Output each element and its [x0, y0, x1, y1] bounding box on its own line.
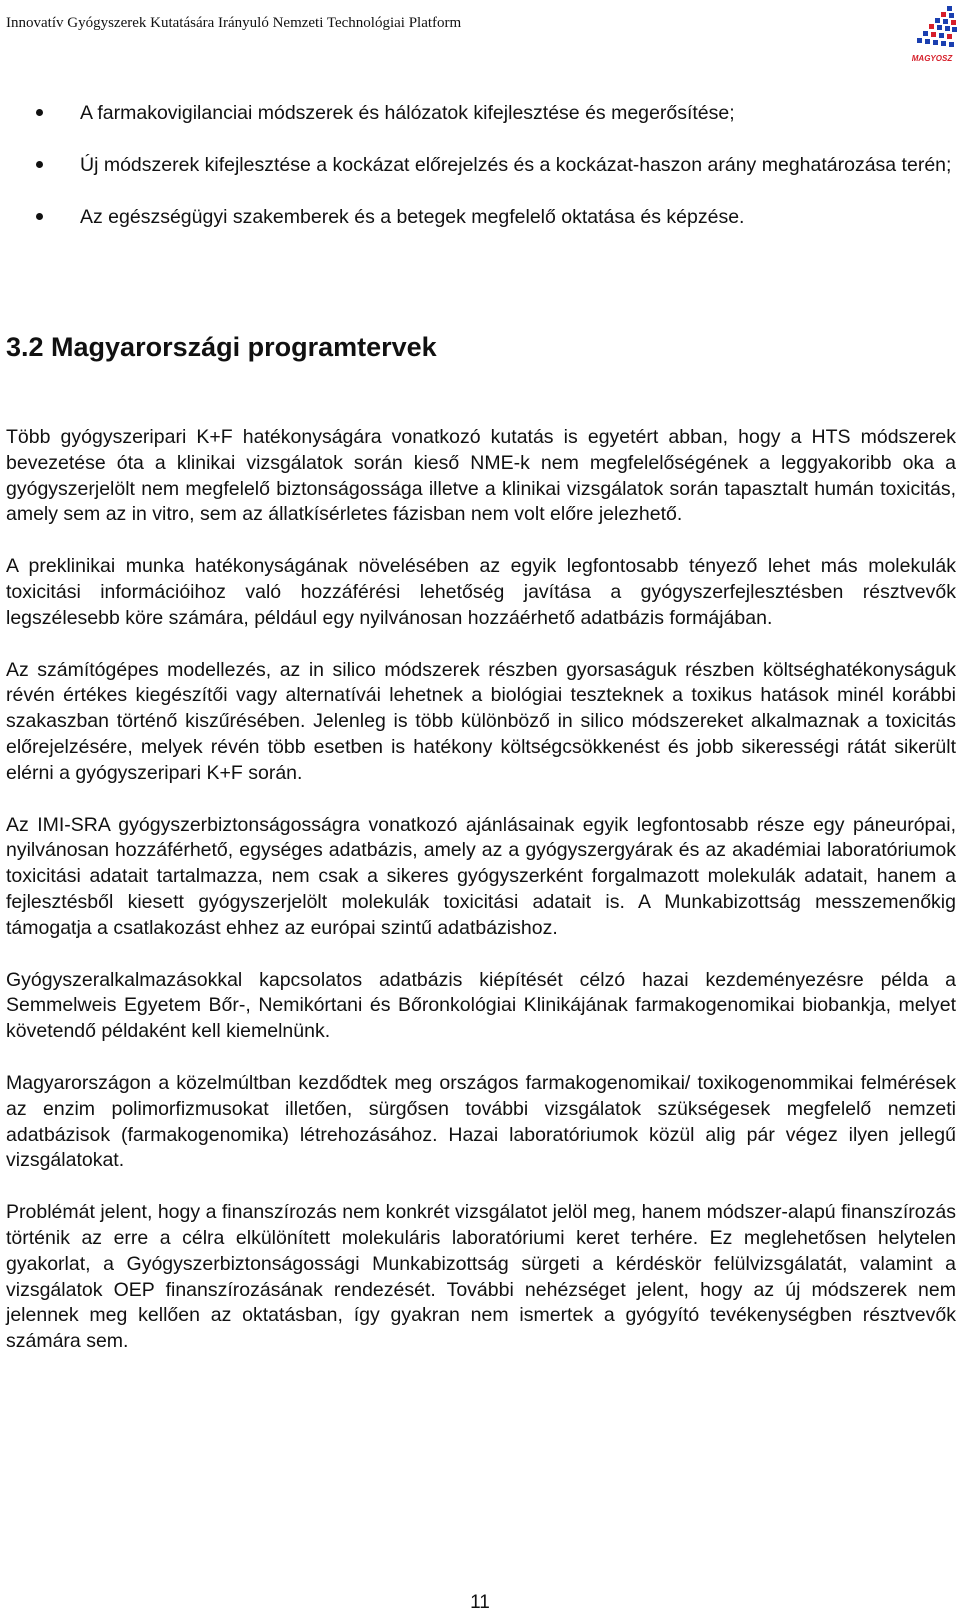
bullet-item: Az egészségügyi szakemberek és a betegek megfelelő oktatása és képzése. [36, 204, 955, 230]
bullet-dot-icon [36, 213, 43, 220]
paragraph: Az IMI-SRA gyógyszerbiztonságosságra vonatkozó ajánlásainak egyik legfontosabb része egy páneurópai, nyilvánosan hozzáférhető, egységes adatbázis, amely az a gyógyszergyárak és az akadémiai laboratóriumok toxicitási adatait tartalmazza, nem csak a sikeres gyógyszerként forgalmazott molekulák adatait, hanem a fejlesztésből kiesett gyógyszerjelölt molekulák toxicitási adatait is. A Munkabizottság messzemenőkig támogatja a csatlakozást ehhez az európai szintű adatbázishoz. [6, 813, 956, 939]
paragraph: Gyógyszeralkalmazásokkal kapcsolatos adatbázis kiépítését célzó hazai kezdeményezésre példa a Semmelweis Egyetem Bőr-, Nemikórtani és Bőronkológiai Klinikájának farmakogenomikai biobankja, melyet követendő példaként kell kiemelnünk. [6, 968, 956, 1043]
paragraph: Több gyógyszeripari K+F hatékonyságára vonatkozó kutatás is egyetért abban, hogy a HTS módszerek bevezetése óta a klinikai vizsgálatok során kieső NME-k nem megfelelőségének a leggyakoribb oka a gyógyszerjelölt nem megfelelő biztonságossága illetve a klinikai vizsgálatok során tapasztalt humán toxicitás, amely sem az in vitro, sem az állatkísérletes fázisban nem volt előre jelezhető. [6, 426, 956, 526]
page-number: 11 [470, 1592, 490, 1613]
logo-text: MAGYOSZ [911, 54, 953, 63]
header-title: Innovatív Gyógyszerek Kutatására Irányuló Nemzeti Technológiai Platform [6, 15, 462, 31]
paragraph: Problémát jelent, hogy a finanszírozás nem konkrét vizsgálatot jelöl meg, hanem módszer-alapú finanszírozás történik az erre a célra elkülönített molekuláris laboratóriumi keret terhére. Ez meglehetősen helytelen gyakorlat, a Gyógyszerbiztonságossági Munkabizottság sürgeti a kérdéskör felülvizsgálatát, valamint a vizsgálatok OEP finanszírozásának rendezését. További nehézséget jelent, hogy az új módszerek nem jelennek meg kellően az oktatásban, így gyakran nem ismertek a gyógyító tevékenységben résztvevők számára sem. [6, 1201, 956, 1353]
paragraph: Az számítógépes modellezés, az in silico módszerek részben gyorsaságuk részben költséghatékonyságuk révén értékes kiegészítői vagy alternatívái lehetnek a biológiai teszteknek a toxikus hatások minél korábbi szakaszban történő kiszűrésében. Jelenleg is több különböző in silico módszereket alkalmaznak a toxicitás előrejelzésére, melyek révén több esetben is hatékony költségcsökkenést és jobb sikerességi rátát sikerült elérni a gyógyszeripari K+F során. [6, 658, 956, 784]
bullet-item: A farmakovigilanciai módszerek és hálózatok kifejlesztése és megerősítése; [36, 100, 955, 126]
magyosz-logo [905, 4, 959, 66]
body-text [6, 425, 956, 1381]
section-heading: 3.2 Magyarországi programtervek [6, 332, 437, 362]
bullet-dot-icon [36, 161, 43, 168]
bullet-item: Új módszerek kifejlesztése a kockázat előrejelzés és a kockázat-haszon arány meghatározása terén; [36, 152, 955, 178]
paragraph: A preklinikai munka hatékonyságának növelésében az egyik legfontosabb tényező lehet más molekulák toxicitási információihoz való hozzáférési lehetőség javítása a gyógyszerfejlesztésben résztvevők legszélesebb köre számára, például egy nyilvánosan hozzáérhető adatbázis formájában. [6, 555, 956, 629]
paragraph: Magyarországon a közelmúltban kezdődtek meg országos farmakogenomikai/ toxikogenommikai felmérések az enzim polimorfizmusokat illetően, sürgősen további vizsgálatok szükségesek megfelelő nemzeti adatbázisok (farmakogenomika) létrehozásához. Hazai laboratóriumok közül alig pár végez ilyen jellegű vizsgálatokat. [6, 1071, 956, 1172]
bullet-dot-icon [36, 109, 43, 116]
logo-dots [917, 6, 957, 47]
bullet-list [36, 100, 956, 256]
